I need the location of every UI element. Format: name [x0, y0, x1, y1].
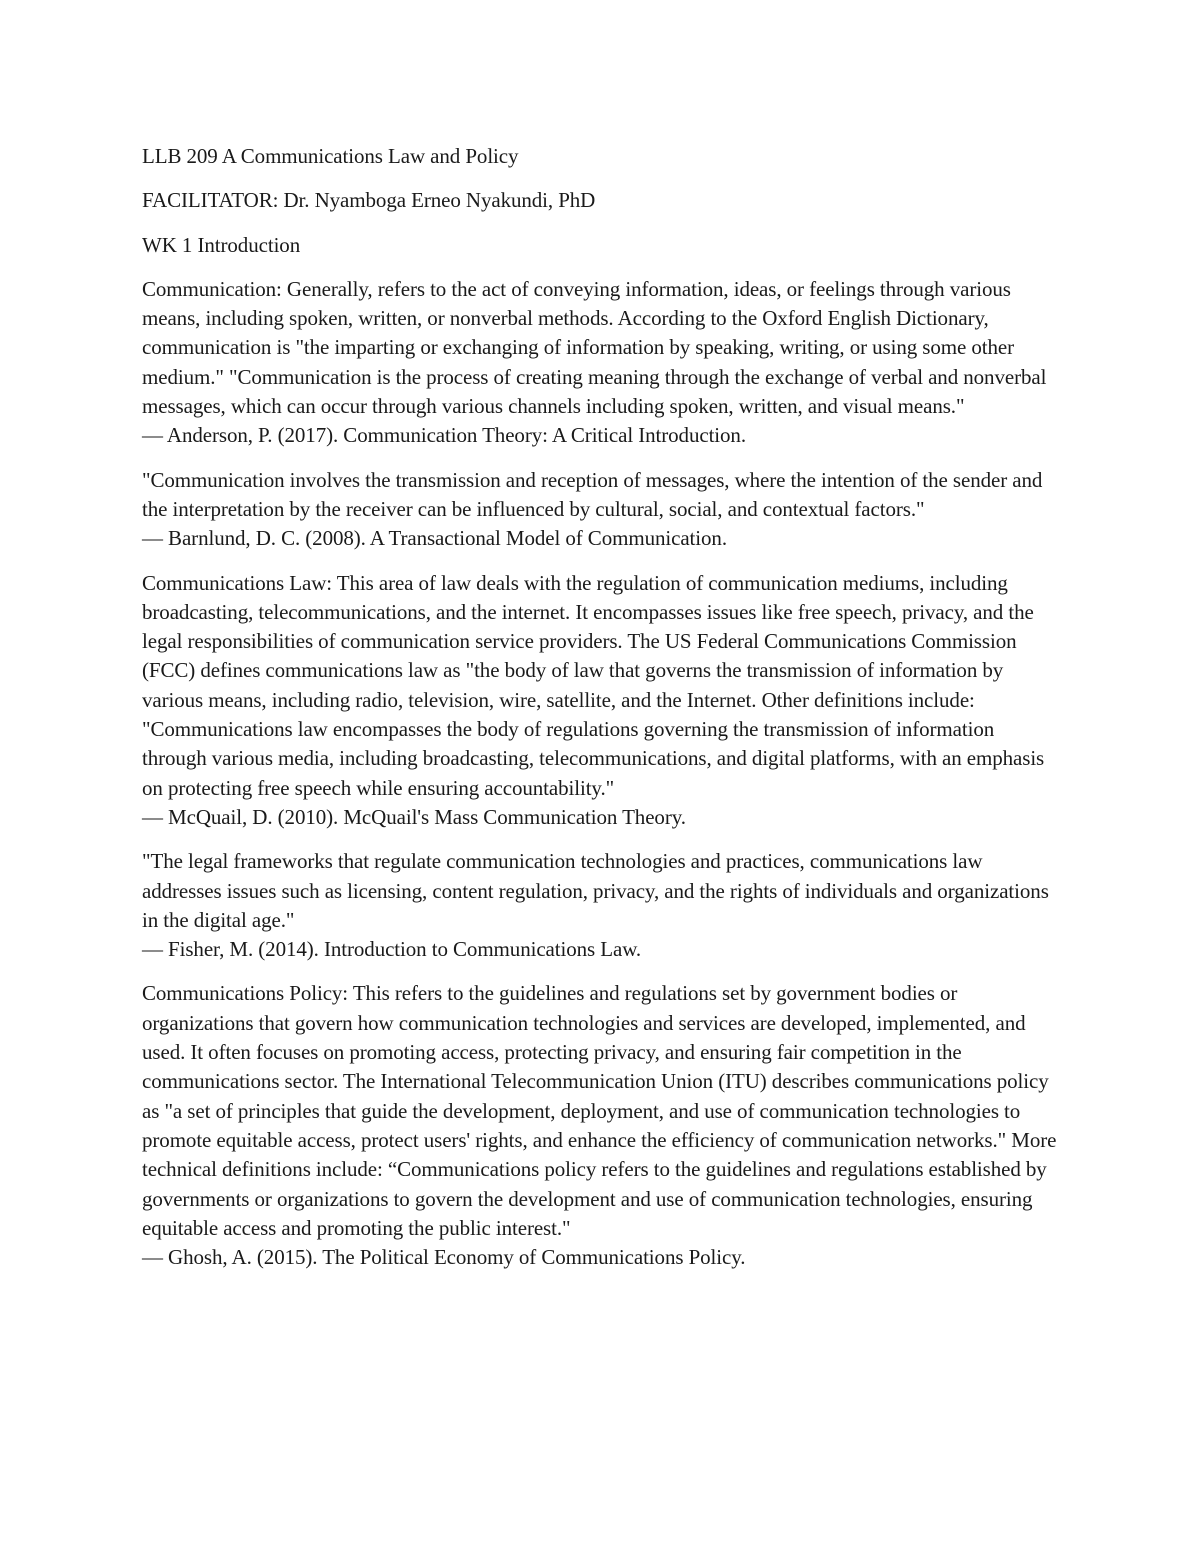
- paragraph-text: Communications Law: This area of law deals with the regulation of communication mediums, including broadcasting, telecommunications, and the internet. It encompasses issues like free speech, privacy, and the legal responsibilities of communication service providers. The US Federal Communications Commission (FCC) defines communications law as "the body of law that governs the transmission of information by various means, including radio, television, wire, satellite, and the Internet. Other definitions include: "Communications law encompasses the body of regulations governing the transmission of information through various media, including broadcasting, telecommunications, and digital platforms, with an emphasis on protecting free speech while ensuring accountability.": [142, 570, 1045, 800]
- citation-attribution: — Ghosh, A. (2015). The Political Economy of Communications Policy.: [142, 1245, 746, 1270]
- facilitator-line: FACILITATOR: Dr. Nyamboga Erneo Nyakundi, PhD: [142, 188, 596, 213]
- paragraph-communication-definition: [142, 275, 1062, 451]
- week-heading: WK 1 Introduction: [142, 232, 301, 257]
- paragraph-text: "Communication involves the transmission and reception of messages, where the intention of the sender and the interpretation by the receiver can be influenced by cultural, social, and contextual factors.": [142, 467, 1043, 521]
- paragraph-communication-quote: [142, 466, 1062, 554]
- paragraph-communications-law: [142, 569, 1062, 833]
- paragraph-text: Communications Policy: This refers to the guidelines and regulations set by government bodies or organizations that govern how communication technologies and services are developed, implemented, and used. It often focuses on promoting access, protecting privacy, and ensuring fair competition in the communications sector. The International Telecommunication Union (ITU) describes communications policy as "a set of principles that guide the development, deployment, and use of communication technologies to promote equitable access, protect users' rights, and enhance the efficiency of communication networks." More technical definitions include: “Communications policy refers to the guidelines and regulations established by governments or organizations to govern the development and use of communication technologies, ensuring equitable access and promoting the public interest.": [142, 981, 1057, 1240]
- paragraph-text: "The legal frameworks that regulate communication technologies and practices, communications law addresses issues such as licensing, content regulation, privacy, and the rights of individuals and organizations in the digital age.": [142, 849, 1049, 932]
- document-page: [142, 142, 1062, 1287]
- course-title: LLB 209 A Communications Law and Policy: [142, 144, 519, 168]
- citation-attribution: — Fisher, M. (2014). Introduction to Communications Law.: [142, 937, 642, 962]
- citation-attribution: — Barnlund, D. C. (2008). A Transactional Model of Communication.: [142, 526, 727, 551]
- citation-attribution: — Anderson, P. (2017). Communication Theory: A Critical Introduction.: [142, 423, 746, 448]
- paragraph-communications-policy: [142, 979, 1062, 1272]
- paragraph-legal-frameworks-quote: [142, 847, 1062, 964]
- paragraph-text: Communication: Generally, refers to the act of conveying information, ideas, or feelings through various means, including spoken, written, or nonverbal methods. According to the Oxford English Dictionary, communication is "the imparting or exchanging of information by speaking, writing, or using some other medium." "Communication is the process of creating meaning through the exchange of verbal and nonverbal messages, which can occur through various channels including spoken, written, and visual means.": [142, 276, 1047, 419]
- citation-attribution: — McQuail, D. (2010). McQuail's Mass Communication Theory.: [142, 804, 686, 829]
